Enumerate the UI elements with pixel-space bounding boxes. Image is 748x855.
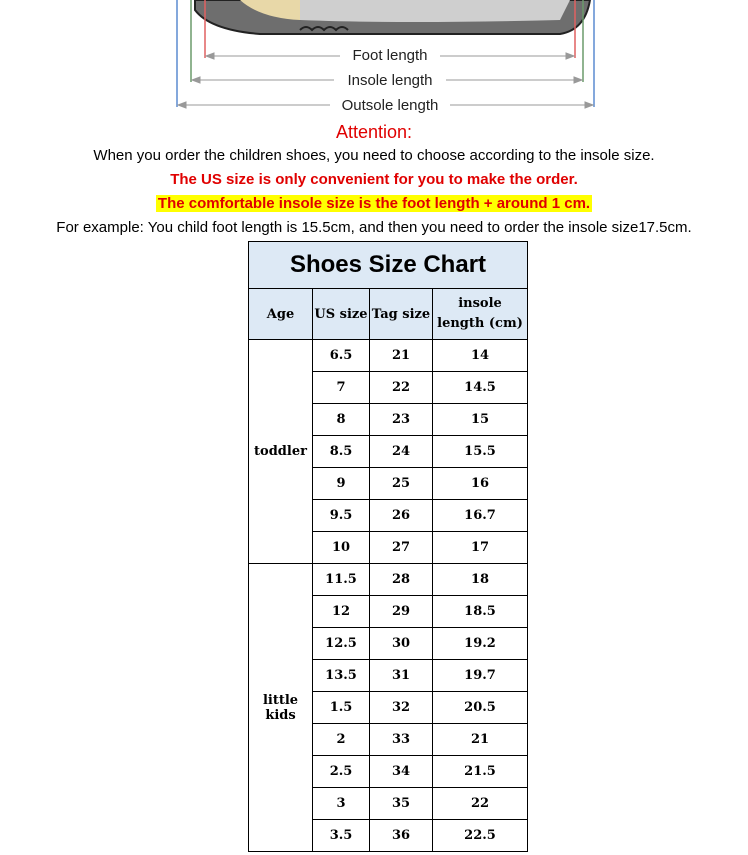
tag-size-cell: 25 bbox=[370, 468, 433, 500]
tag-size-cell: 36 bbox=[370, 820, 433, 852]
table-header-row bbox=[249, 289, 528, 340]
us-size-cell: 3 bbox=[313, 788, 370, 820]
us-size-cell: 8 bbox=[313, 404, 370, 436]
tag-size-cell: 29 bbox=[370, 596, 433, 628]
us-size-cell: 11.5 bbox=[313, 564, 370, 596]
insole-length-header: insole length (cm) bbox=[433, 289, 528, 340]
insole-length-cell: 16 bbox=[433, 468, 528, 500]
insole-length-label: Insole length bbox=[347, 72, 433, 89]
attention-heading: Attention: bbox=[335, 122, 413, 142]
tag-size-header: Tag size bbox=[370, 289, 433, 340]
us-size-cell: 10 bbox=[313, 532, 370, 564]
highlighted-comfort-text: The comfortable insole size is the foot length + around 1 cm. bbox=[157, 195, 591, 212]
tag-size-cell: 28 bbox=[370, 564, 433, 596]
foot-length-label: Foot length bbox=[352, 47, 428, 64]
insole-length-cell: 14 bbox=[433, 340, 528, 372]
age-group-cell: toddler bbox=[249, 340, 313, 564]
tag-size-cell: 23 bbox=[370, 404, 433, 436]
tag-size-cell: 26 bbox=[370, 500, 433, 532]
tag-size-cell: 32 bbox=[370, 692, 433, 724]
table-row bbox=[249, 340, 528, 372]
us-size-header: US size bbox=[313, 289, 370, 340]
insole-length-cell: 17 bbox=[433, 532, 528, 564]
tag-size-cell: 24 bbox=[370, 436, 433, 468]
us-size-cell: 12.5 bbox=[313, 628, 370, 660]
outsole-length-label: Outsole length bbox=[341, 97, 439, 114]
shoe-measurement-diagram bbox=[0, 0, 748, 118]
us-size-cell: 13.5 bbox=[313, 660, 370, 692]
insole-length-cell: 16.7 bbox=[433, 500, 528, 532]
table-row bbox=[249, 564, 528, 596]
age-header: Age bbox=[249, 289, 313, 340]
tag-size-cell: 21 bbox=[370, 340, 433, 372]
notice-insole-instruction: When you order the children shoes, you need to choose according to the insole size. bbox=[93, 147, 655, 164]
insole-length-cell: 18 bbox=[433, 564, 528, 596]
insole-length-cell: 20.5 bbox=[433, 692, 528, 724]
insole-length-cell: 21 bbox=[433, 724, 528, 756]
us-size-cell: 1.5 bbox=[313, 692, 370, 724]
us-size-cell: 6.5 bbox=[313, 340, 370, 372]
insole-length-cell: 14.5 bbox=[433, 372, 528, 404]
insole-length-cell: 15.5 bbox=[433, 436, 528, 468]
notice-example: For example: You child foot length is 15.5cm, and then you need to order the insole size17.5cm. bbox=[56, 219, 692, 236]
us-size-cell: 7 bbox=[313, 372, 370, 404]
insole-length-cell: 19.2 bbox=[433, 628, 528, 660]
insole-length-cell: 21.5 bbox=[433, 756, 528, 788]
tag-size-cell: 27 bbox=[370, 532, 433, 564]
insole-length-cell: 19.7 bbox=[433, 660, 528, 692]
chart-title: Shoes Size Chart bbox=[249, 242, 528, 289]
tag-size-cell: 22 bbox=[370, 372, 433, 404]
us-size-cell: 12 bbox=[313, 596, 370, 628]
us-size-cell: 9.5 bbox=[313, 500, 370, 532]
insole-length-cell: 15 bbox=[433, 404, 528, 436]
notice-comfort-note bbox=[0, 195, 748, 212]
tag-size-cell: 31 bbox=[370, 660, 433, 692]
insole-length-cell: 22 bbox=[433, 788, 528, 820]
us-size-cell: 9 bbox=[313, 468, 370, 500]
us-size-cell: 8.5 bbox=[313, 436, 370, 468]
us-size-cell: 2.5 bbox=[313, 756, 370, 788]
tag-size-cell: 34 bbox=[370, 756, 433, 788]
age-group-cell: little kids bbox=[249, 564, 313, 852]
notice-us-size-note: The US size is only convenient for you to make the order. bbox=[170, 171, 578, 188]
insole-length-cell: 22.5 bbox=[433, 820, 528, 852]
us-size-cell: 2 bbox=[313, 724, 370, 756]
insole-length-cell: 18.5 bbox=[433, 596, 528, 628]
us-size-cell: 3.5 bbox=[313, 820, 370, 852]
tag-size-cell: 35 bbox=[370, 788, 433, 820]
tag-size-cell: 33 bbox=[370, 724, 433, 756]
tag-size-cell: 30 bbox=[370, 628, 433, 660]
size-chart-table bbox=[248, 241, 528, 852]
